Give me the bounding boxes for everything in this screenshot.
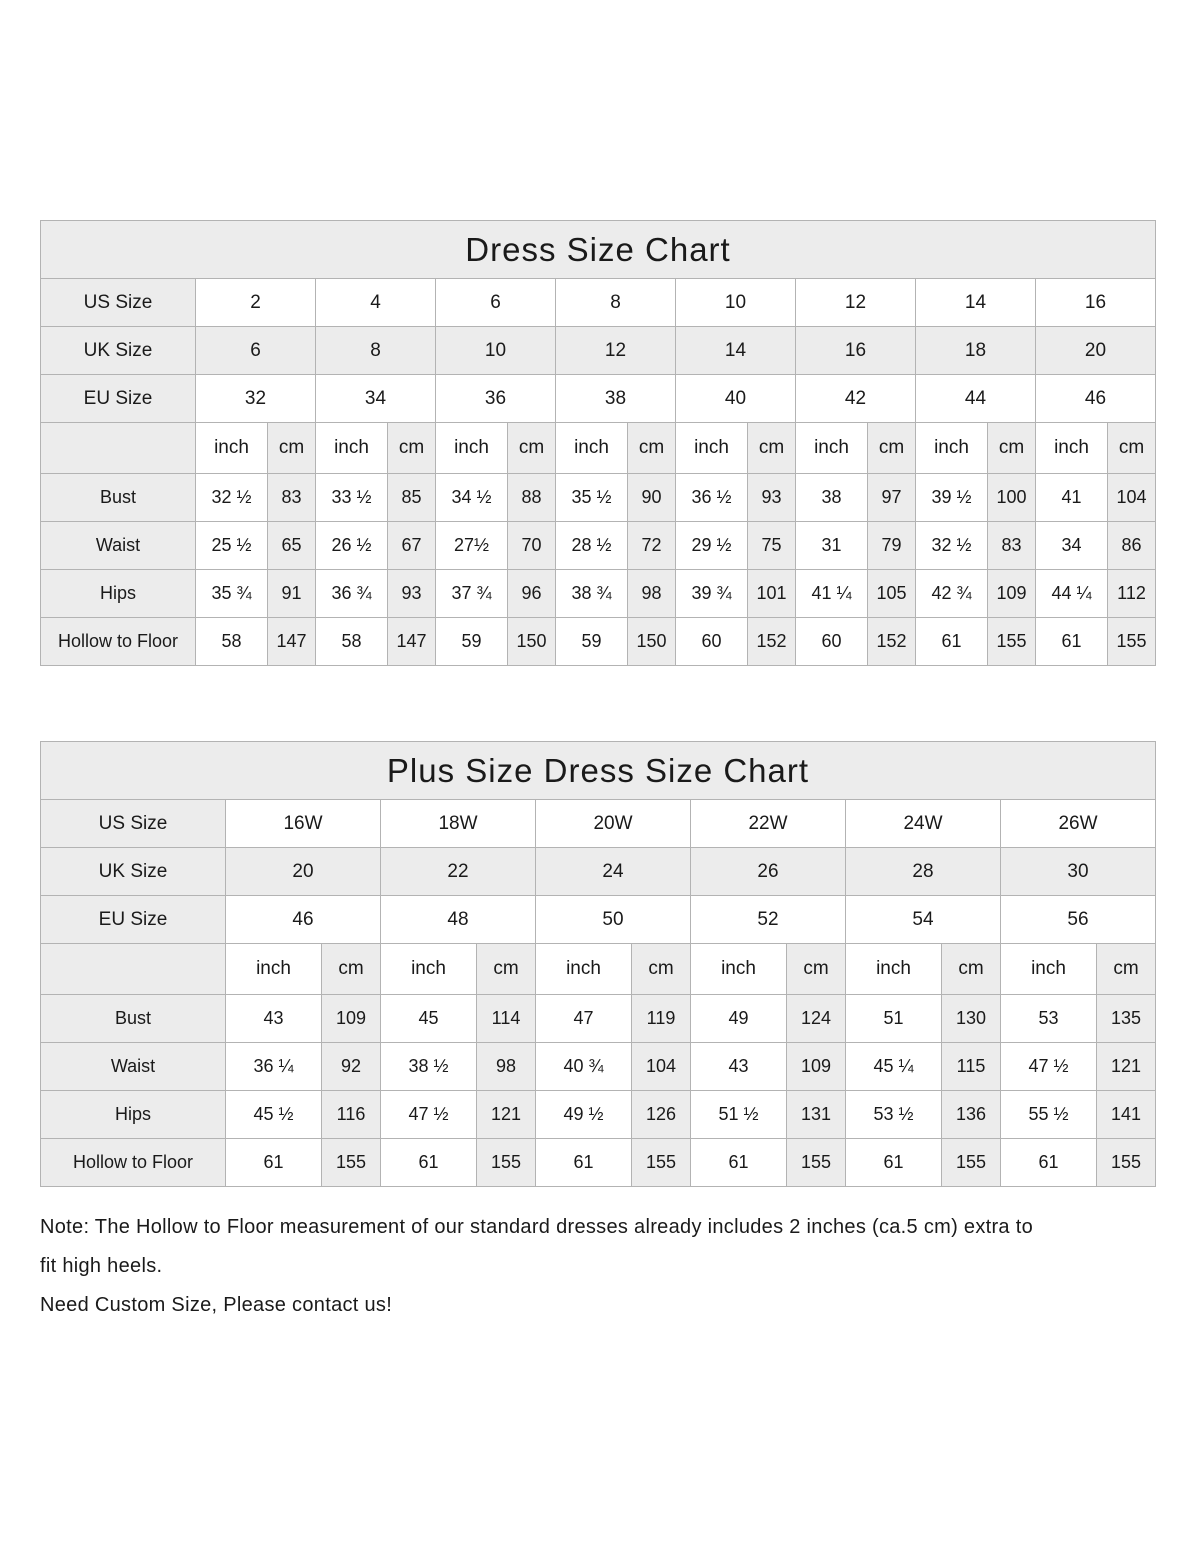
measure-cm-cell: 88	[508, 474, 556, 522]
measure-cm-cell: 112	[1108, 570, 1156, 618]
measure-inch-cell: 38 ½	[381, 1043, 477, 1091]
size-value-cell: 46	[226, 896, 381, 944]
table-row	[41, 1091, 1156, 1139]
measure-cm-cell: 83	[988, 522, 1036, 570]
measure-inch-cell: 61	[846, 1139, 942, 1187]
measure-cm-cell: 141	[1097, 1091, 1156, 1139]
measure-inch-cell: 58	[316, 618, 388, 666]
measure-inch-cell: 39 ½	[916, 474, 988, 522]
measure-cm-cell: 85	[388, 474, 436, 522]
row-label: Bust	[41, 995, 226, 1043]
measure-inch-cell: 60	[676, 618, 748, 666]
measure-inch-cell: 49 ½	[536, 1091, 632, 1139]
size-value-cell: 16	[1036, 279, 1156, 327]
unit-label-cm: cm	[632, 944, 691, 995]
measure-inch-cell: 61	[1036, 618, 1108, 666]
measure-cm-cell: 155	[477, 1139, 536, 1187]
measure-cm-cell: 93	[748, 474, 796, 522]
unit-label-cm: cm	[508, 423, 556, 474]
table-row	[41, 1139, 1156, 1187]
measure-cm-cell: 72	[628, 522, 676, 570]
measure-cm-cell: 155	[322, 1139, 381, 1187]
measure-cm-cell: 126	[632, 1091, 691, 1139]
measure-inch-cell: 61	[916, 618, 988, 666]
measure-inch-cell: 31	[796, 522, 868, 570]
measure-cm-cell: 70	[508, 522, 556, 570]
measure-cm-cell: 109	[322, 995, 381, 1043]
measure-cm-cell: 147	[388, 618, 436, 666]
measure-cm-cell: 155	[787, 1139, 846, 1187]
row-label: Bust	[41, 474, 196, 522]
table-row	[41, 742, 1156, 800]
measure-inch-cell: 55 ½	[1001, 1091, 1097, 1139]
table-row	[41, 375, 1156, 423]
unit-label-cm: cm	[1097, 944, 1156, 995]
measure-inch-cell: 51	[846, 995, 942, 1043]
size-value-cell: 40	[676, 375, 796, 423]
size-value-cell: 14	[916, 279, 1036, 327]
measure-inch-cell: 39 ¾	[676, 570, 748, 618]
unit-label-inch: inch	[316, 423, 388, 474]
row-label: UK Size	[41, 327, 196, 375]
unit-label-inch: inch	[1001, 944, 1097, 995]
measure-inch-cell: 40 ¾	[536, 1043, 632, 1091]
table-row	[41, 221, 1156, 279]
table-row	[41, 474, 1156, 522]
unit-label-cm: cm	[988, 423, 1036, 474]
table-row	[41, 848, 1156, 896]
table-title: Dress Size Chart	[41, 221, 1156, 279]
size-value-cell: 16	[796, 327, 916, 375]
unit-label-inch: inch	[556, 423, 628, 474]
measure-inch-cell: 47 ½	[1001, 1043, 1097, 1091]
measure-inch-cell: 33 ½	[316, 474, 388, 522]
note-line: fit high heels.	[40, 1255, 163, 1277]
measure-cm-cell: 155	[632, 1139, 691, 1187]
measure-inch-cell: 42 ¾	[916, 570, 988, 618]
measure-cm-cell: 155	[1097, 1139, 1156, 1187]
measure-cm-cell: 92	[322, 1043, 381, 1091]
table-row	[41, 327, 1156, 375]
measure-cm-cell: 109	[787, 1043, 846, 1091]
table-row	[41, 423, 1156, 474]
unit-label-cm: cm	[748, 423, 796, 474]
size-value-cell: 2	[196, 279, 316, 327]
unit-label-inch: inch	[676, 423, 748, 474]
unit-label-inch: inch	[536, 944, 632, 995]
size-value-cell: 10	[436, 327, 556, 375]
row-label: Hollow to Floor	[41, 618, 196, 666]
measure-cm-cell: 114	[477, 995, 536, 1043]
measure-inch-cell: 28 ½	[556, 522, 628, 570]
plus-size-table	[40, 741, 1156, 1187]
table-row	[41, 618, 1156, 666]
size-value-cell: 32	[196, 375, 316, 423]
measure-inch-cell: 43	[691, 1043, 787, 1091]
table-row	[41, 1043, 1156, 1091]
table-row	[41, 995, 1156, 1043]
measure-inch-cell: 38 ¾	[556, 570, 628, 618]
size-value-cell: 12	[556, 327, 676, 375]
size-value-cell: 8	[556, 279, 676, 327]
measure-inch-cell: 36 ½	[676, 474, 748, 522]
size-value-cell: 10	[676, 279, 796, 327]
measure-cm-cell: 109	[988, 570, 1036, 618]
measure-inch-cell: 49	[691, 995, 787, 1043]
measure-cm-cell: 119	[632, 995, 691, 1043]
measure-cm-cell: 150	[508, 618, 556, 666]
measure-cm-cell: 130	[942, 995, 1001, 1043]
size-value-cell: 24	[536, 848, 691, 896]
measure-cm-cell: 104	[1108, 474, 1156, 522]
measure-inch-cell: 41 ¼	[796, 570, 868, 618]
measure-inch-cell: 27½	[436, 522, 508, 570]
measure-inch-cell: 47	[536, 995, 632, 1043]
measure-cm-cell: 152	[748, 618, 796, 666]
size-value-cell: 4	[316, 279, 436, 327]
row-label: EU Size	[41, 375, 196, 423]
measure-cm-cell: 124	[787, 995, 846, 1043]
size-value-cell: 48	[381, 896, 536, 944]
measure-inch-cell: 61	[226, 1139, 322, 1187]
size-value-cell: 54	[846, 896, 1001, 944]
measure-cm-cell: 150	[628, 618, 676, 666]
measure-cm-cell: 121	[1097, 1043, 1156, 1091]
measure-cm-cell: 131	[787, 1091, 846, 1139]
measure-cm-cell: 91	[268, 570, 316, 618]
measure-inch-cell: 61	[691, 1139, 787, 1187]
unit-label-inch: inch	[226, 944, 322, 995]
measure-inch-cell: 61	[536, 1139, 632, 1187]
row-label: UK Size	[41, 848, 226, 896]
size-value-cell: 26W	[1001, 800, 1156, 848]
unit-label-cm: cm	[388, 423, 436, 474]
measure-inch-cell: 45 ½	[226, 1091, 322, 1139]
measure-inch-cell: 35 ½	[556, 474, 628, 522]
measure-cm-cell: 147	[268, 618, 316, 666]
measure-cm-cell: 83	[268, 474, 316, 522]
row-label: Hollow to Floor	[41, 1139, 226, 1187]
size-value-cell: 34	[316, 375, 436, 423]
unit-label-cm: cm	[787, 944, 846, 995]
size-value-cell: 26	[691, 848, 846, 896]
note-line: Need Custom Size, Please contact us!	[40, 1294, 393, 1316]
measure-cm-cell: 136	[942, 1091, 1001, 1139]
row-label: EU Size	[41, 896, 226, 944]
size-value-cell: 36	[436, 375, 556, 423]
measure-cm-cell: 155	[988, 618, 1036, 666]
unit-label-inch: inch	[436, 423, 508, 474]
note-line: Note: The Hollow to Floor measurement of our standard dresses already includes 2 inches (ca.5 cm) extra to	[40, 1216, 1033, 1238]
measure-cm-cell: 79	[868, 522, 916, 570]
size-value-cell: 56	[1001, 896, 1156, 944]
measure-inch-cell: 59	[556, 618, 628, 666]
measure-inch-cell: 43	[226, 995, 322, 1043]
size-value-cell: 28	[846, 848, 1001, 896]
size-value-cell: 20	[1036, 327, 1156, 375]
size-value-cell: 38	[556, 375, 676, 423]
size-value-cell: 8	[316, 327, 436, 375]
standard-size-table	[40, 220, 1156, 666]
measure-cm-cell: 98	[628, 570, 676, 618]
size-value-cell: 20W	[536, 800, 691, 848]
size-value-cell: 20	[226, 848, 381, 896]
measure-inch-cell: 32 ½	[196, 474, 268, 522]
measure-cm-cell: 135	[1097, 995, 1156, 1043]
measure-inch-cell: 38	[796, 474, 868, 522]
unit-label-inch: inch	[916, 423, 988, 474]
measure-cm-cell: 121	[477, 1091, 536, 1139]
row-label: US Size	[41, 279, 196, 327]
measure-inch-cell: 41	[1036, 474, 1108, 522]
size-value-cell: 46	[1036, 375, 1156, 423]
measure-cm-cell: 90	[628, 474, 676, 522]
measure-inch-cell: 61	[1001, 1139, 1097, 1187]
size-value-cell: 30	[1001, 848, 1156, 896]
measure-inch-cell: 36 ¾	[316, 570, 388, 618]
row-label: Hips	[41, 1091, 226, 1139]
size-value-cell: 22	[381, 848, 536, 896]
measure-cm-cell: 101	[748, 570, 796, 618]
table-row	[41, 522, 1156, 570]
measure-inch-cell: 59	[436, 618, 508, 666]
table-title: Plus Size Dress Size Chart	[41, 742, 1156, 800]
size-value-cell: 22W	[691, 800, 846, 848]
size-value-cell: 44	[916, 375, 1036, 423]
measure-inch-cell: 53 ½	[846, 1091, 942, 1139]
row-label: US Size	[41, 800, 226, 848]
measure-cm-cell: 104	[632, 1043, 691, 1091]
measure-cm-cell: 86	[1108, 522, 1156, 570]
measure-inch-cell: 47 ½	[381, 1091, 477, 1139]
measure-inch-cell: 34	[1036, 522, 1108, 570]
measure-inch-cell: 35 ¾	[196, 570, 268, 618]
size-value-cell: 16W	[226, 800, 381, 848]
table-row	[41, 570, 1156, 618]
measure-cm-cell: 67	[388, 522, 436, 570]
size-value-cell: 52	[691, 896, 846, 944]
measure-inch-cell: 60	[796, 618, 868, 666]
unit-row-spacer	[41, 423, 196, 474]
size-value-cell: 42	[796, 375, 916, 423]
measure-cm-cell: 155	[1108, 618, 1156, 666]
measure-inch-cell: 36 ¼	[226, 1043, 322, 1091]
measure-inch-cell: 45	[381, 995, 477, 1043]
size-value-cell: 12	[796, 279, 916, 327]
measure-inch-cell: 45 ¼	[846, 1043, 942, 1091]
unit-label-inch: inch	[796, 423, 868, 474]
measure-inch-cell: 58	[196, 618, 268, 666]
row-label: Waist	[41, 1043, 226, 1091]
size-value-cell: 6	[436, 279, 556, 327]
measure-cm-cell: 98	[477, 1043, 536, 1091]
unit-label-cm: cm	[477, 944, 536, 995]
measure-inch-cell: 25 ½	[196, 522, 268, 570]
unit-label-cm: cm	[942, 944, 1001, 995]
size-value-cell: 24W	[846, 800, 1001, 848]
unit-label-cm: cm	[628, 423, 676, 474]
unit-label-cm: cm	[1108, 423, 1156, 474]
measure-cm-cell: 93	[388, 570, 436, 618]
measure-cm-cell: 97	[868, 474, 916, 522]
unit-label-cm: cm	[868, 423, 916, 474]
row-label: Hips	[41, 570, 196, 618]
unit-row-spacer	[41, 944, 226, 995]
unit-label-cm: cm	[268, 423, 316, 474]
table-row	[41, 800, 1156, 848]
size-value-cell: 14	[676, 327, 796, 375]
measure-inch-cell: 53	[1001, 995, 1097, 1043]
unit-label-inch: inch	[196, 423, 268, 474]
size-value-cell: 18W	[381, 800, 536, 848]
measure-inch-cell: 29 ½	[676, 522, 748, 570]
measure-inch-cell: 37 ¾	[436, 570, 508, 618]
measure-cm-cell: 105	[868, 570, 916, 618]
unit-label-cm: cm	[322, 944, 381, 995]
measure-inch-cell: 51 ½	[691, 1091, 787, 1139]
unit-label-inch: inch	[691, 944, 787, 995]
measure-cm-cell: 152	[868, 618, 916, 666]
table-row	[41, 896, 1156, 944]
measure-cm-cell: 75	[748, 522, 796, 570]
table-row	[41, 279, 1156, 327]
unit-label-inch: inch	[1036, 423, 1108, 474]
measure-inch-cell: 34 ½	[436, 474, 508, 522]
table-row	[41, 944, 1156, 995]
measure-cm-cell: 96	[508, 570, 556, 618]
measure-inch-cell: 32 ½	[916, 522, 988, 570]
measure-cm-cell: 65	[268, 522, 316, 570]
measure-inch-cell: 61	[381, 1139, 477, 1187]
note	[40, 1208, 1170, 1325]
unit-label-inch: inch	[846, 944, 942, 995]
size-value-cell: 6	[196, 327, 316, 375]
size-value-cell: 18	[916, 327, 1036, 375]
measure-inch-cell: 44 ¼	[1036, 570, 1108, 618]
row-label: Waist	[41, 522, 196, 570]
size-value-cell: 50	[536, 896, 691, 944]
measure-cm-cell: 115	[942, 1043, 1001, 1091]
measure-cm-cell: 100	[988, 474, 1036, 522]
measure-cm-cell: 155	[942, 1139, 1001, 1187]
measure-inch-cell: 26 ½	[316, 522, 388, 570]
unit-label-inch: inch	[381, 944, 477, 995]
measure-cm-cell: 116	[322, 1091, 381, 1139]
